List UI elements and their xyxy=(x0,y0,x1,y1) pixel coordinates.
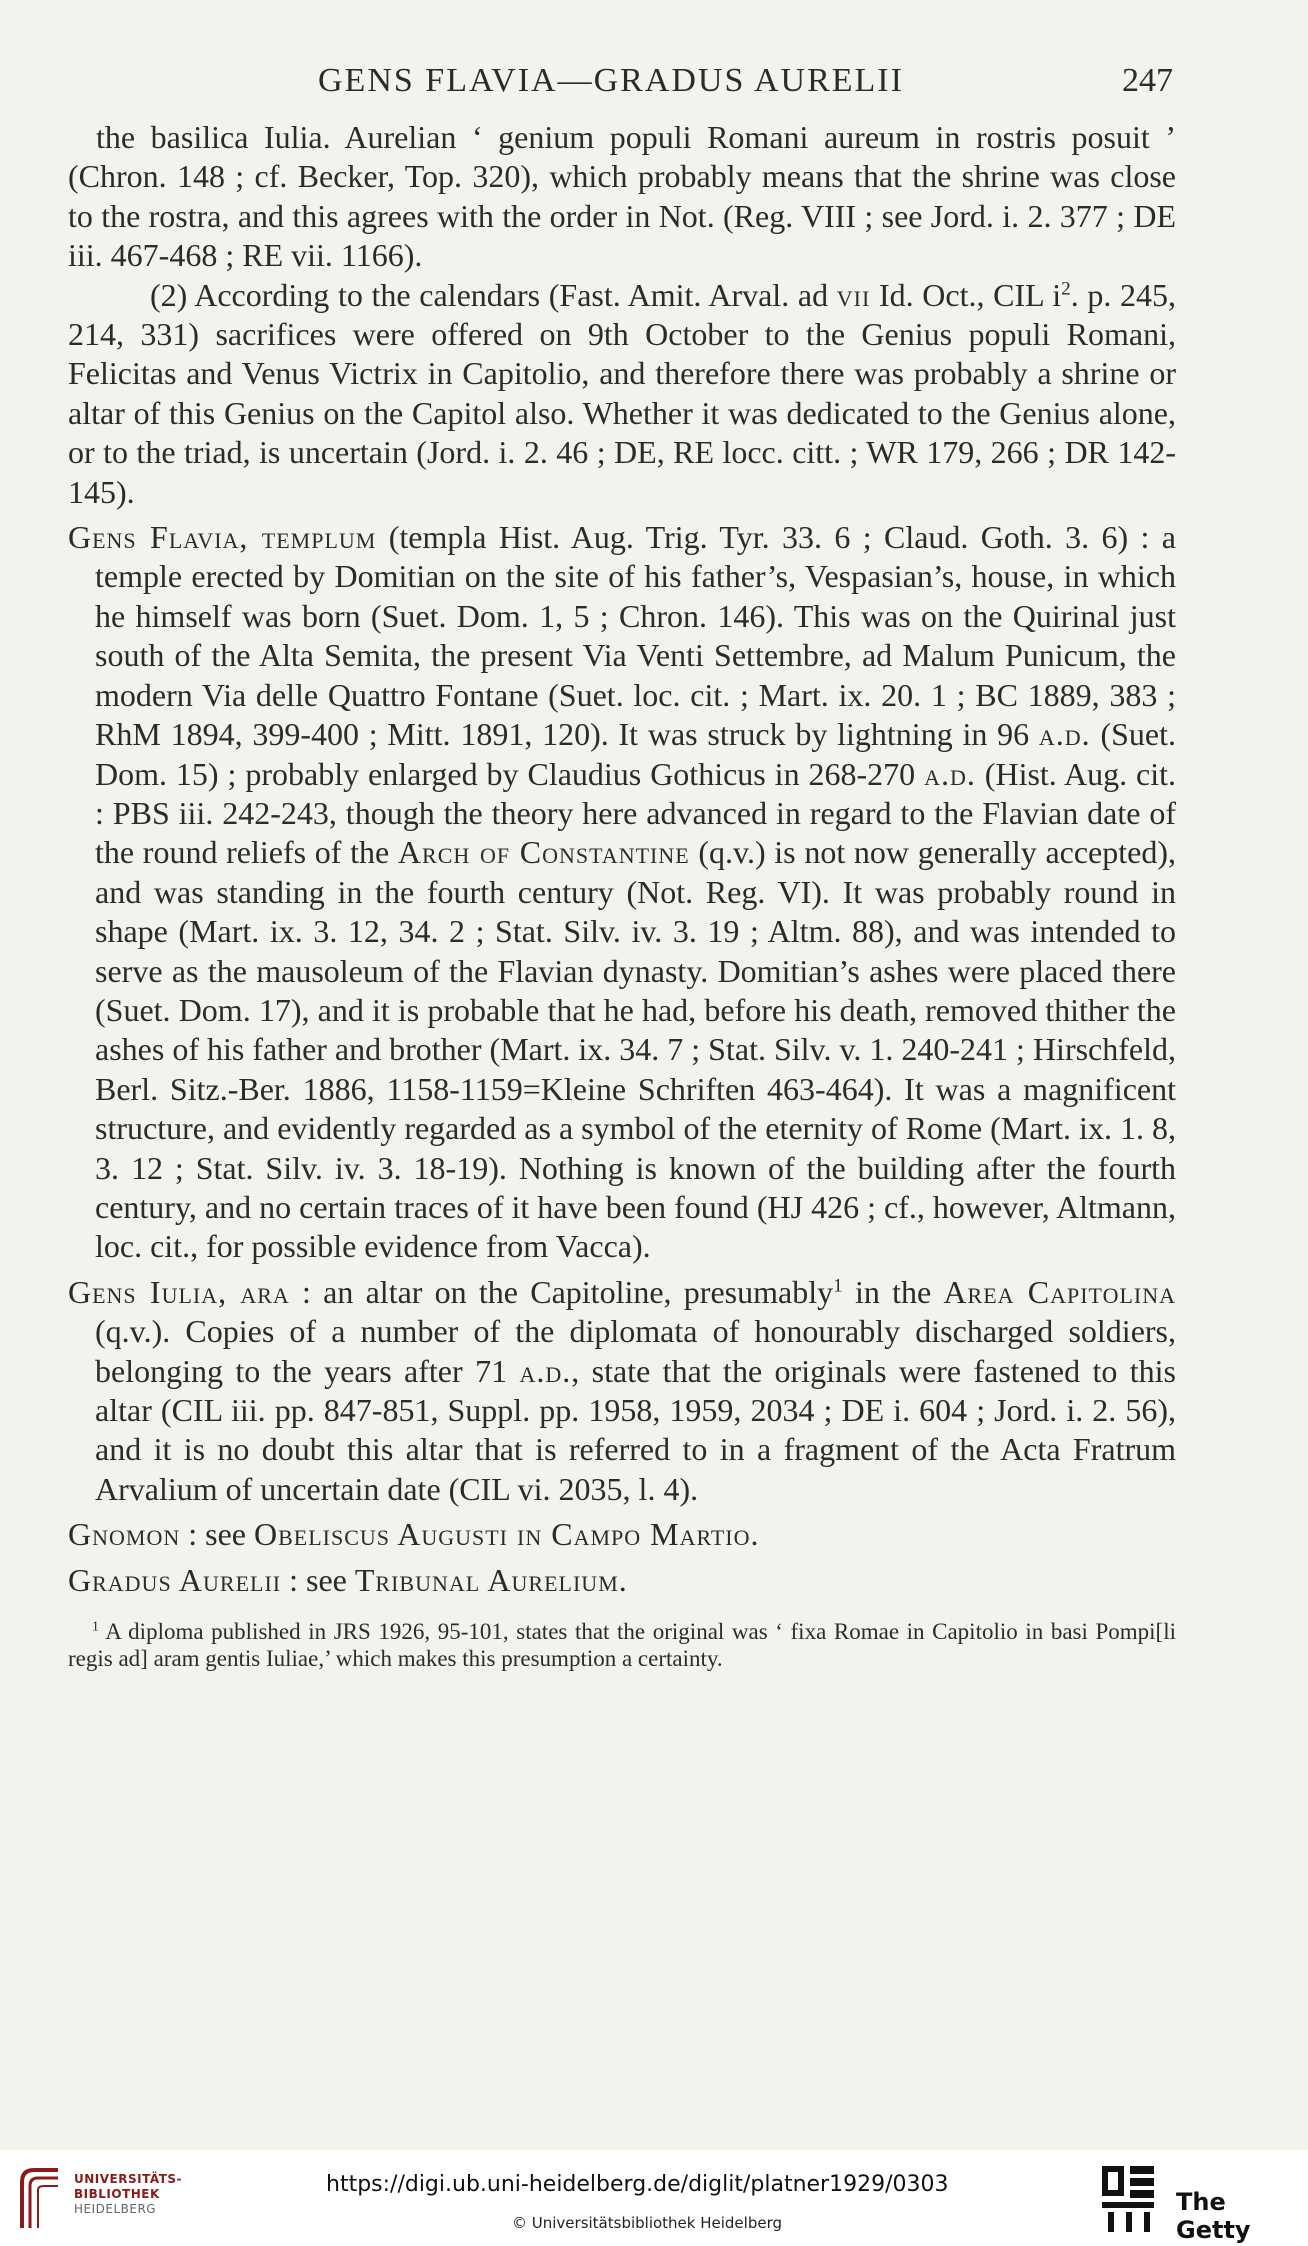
cross-reference: Obeliscus Augusti in Campo Martio xyxy=(253,1516,751,1553)
page-number: 247 xyxy=(1122,62,1173,99)
entry-gens-flavia: Gens Flavia, templum (templa Hist. Aug. Trig. Tyr. 33. 6 ; Claud. Goth. 3. 6) : a temple erected by Domitian on the site of his father’s, Vespasian’s, house, in which he himself was born (Suet. Dom. 1, 5 ; Chron. 146). This was on the Quirinal just south of the Alta Semita, the present Via Venti Settembre, ad Malum Punicum, the modern Via delle Quattro Fontane (Suet. loc. cit. ; Mart. ix. 20. 1 ; BC 1889, 383 ; RhM 1894, 399-400 ; Mitt. 1891, 120). It was struck by lightning in 96 a.d. (Suet. Dom. 15) ; probably enlarged by Claudius Gothicus in 268-270 a.d. (Hist. Aug. cit. : PBS iii. 242-243, though the theory here advanced in regard to the Flavian date of the round reliefs of the Arch of Constantine (q.v.) is not now generally accepted), and was standing in the fourth century (Not. Reg. VI). It was probably round in shape (Mart. ix. 3. 12, 34. 2 ; Stat. Silv. iv. 3. 19 ; Altm. 88), and was intended to serve as the mausoleum of the Flavian dynasty. Domitian’s ashes were placed there (Suet. Dom. 17), and it is probable that he had, before his death, removed thither the ashes of his father and brother (Mart. ix. 34. 7 ; Stat. Silv. v. 1. 240-241 ; Hirschfeld, Berl. Sitz.-Ber. 1886, 1158-1159=Kleine Schriften 463-464). It was a magnificent structure, and evidently regarded as a symbol of the eternity of Rome (Mart. ix. 1. 8, 3. 12 ; Stat. Silv. iv. 3. 18-19). Nothing is known of the building after the fourth century, and no certain traces of it have been found (HJ 426 ; cf., however, Altmann, loc. cit., for possible evidence from Vacca). xyxy=(68,519,1177,1265)
permalink[interactable]: https://digi.ub.uni-heidelberg.de/diglit/platner1929/0303 xyxy=(326,2172,949,2197)
paragraph-continuation: the basilica Iulia. Aurelian ‘ genium populi Romani aureum in rostris posuit ’ (Chron. 148 ; cf. Becker, Top. 320), which probably means that the shrine was close to the rostra, and this agrees with the order in Not. (Reg. VIII ; see Jord. i. 2. 377 ; DE iii. 467-468 ; RE vii. 1166). xyxy=(68,119,1176,274)
page-body xyxy=(68,118,1176,1672)
footnote: $^1$ A diploma published in JRS 1926, 95-101, states that the original was ‘ fixa Romae in Capitolio in basi Pompi[li regis ad] aram gentis Iuliae,’ which makes this presumption a certainty. xyxy=(68,1618,1176,1672)
paragraph-genius-calendars: (2) According to the calendars (Fast. Amit. Arval. ad vii Id. Oct., CIL $i^2$. p. 245, 214, 331) sacrifices were offered on 9th October to the Genius populi Romani, Felicitas and Venus Victrix in Capitolio, and therefore there was probably a shrine or altar of this Genius on the Capitol also. Whether it was dedicated to the Genius alone, or to the triad, is uncertain (Jord. i. 2. 46 ; DE, RE locc. citt. ; WR 179, 266 ; DR 142-145). xyxy=(68,276,1177,510)
running-title: GENS FLAVIA—GRADUS AURELII xyxy=(318,62,904,99)
entry-gradus-aurelii: Gradus Aurelii : see Tribunal Aurelium. xyxy=(68,1561,627,1598)
cross-reference: Arch of Constantine xyxy=(397,834,690,871)
entry-headword: Gens Iulia, ara xyxy=(68,1273,290,1310)
viewer-footer xyxy=(0,2150,1308,2246)
footnote-number: 1 xyxy=(92,1618,99,1634)
cross-reference: Tribunal Aurelium xyxy=(354,1561,619,1598)
university-library-logo-icon xyxy=(14,2164,64,2230)
footnote-marker: 1 xyxy=(833,1275,843,1297)
cross-reference: Area Capitolina xyxy=(943,1273,1177,1310)
entry-gnomon: Gnomon : see Obeliscus Augusti in Campo Martio. xyxy=(68,1516,759,1553)
entry-headword: Gens Flavia, templum xyxy=(68,519,377,556)
entry-gens-iulia: Gens Iulia, ara : an altar on the Capitoline, presumably$^1$ in the Area Capitolina (q.v.). Copies of a number of the diplomata of honourably discharged soldiers, belonging to the years after 71 a.d., state that the originals were fastened to this altar (CIL iii. pp. 847-851, Suppl. pp. 1958, 1959, 2034 ; DE i. 604 ; Jord. i. 2. 56), and it is no doubt this altar that is referred to in a fragment of the Acta Fratrum Arvalium of uncertain date (CIL vi. 2035, l. 4). xyxy=(68,1273,1177,1507)
institution-name: UNIVERSITÄTS- BIBLIOTHEK HEIDELBERG xyxy=(74,2172,183,2216)
running-header xyxy=(0,62,1308,106)
copyright-notice: © Universitätsbibliothek Heidelberg xyxy=(512,2214,783,2232)
getty-logo-icon xyxy=(1100,2162,1158,2234)
entry-headword: Gnomon xyxy=(68,1516,181,1553)
partner-name: The Getty xyxy=(1176,2188,1251,2244)
entry-headword: Gradus Aurelii xyxy=(68,1561,282,1598)
